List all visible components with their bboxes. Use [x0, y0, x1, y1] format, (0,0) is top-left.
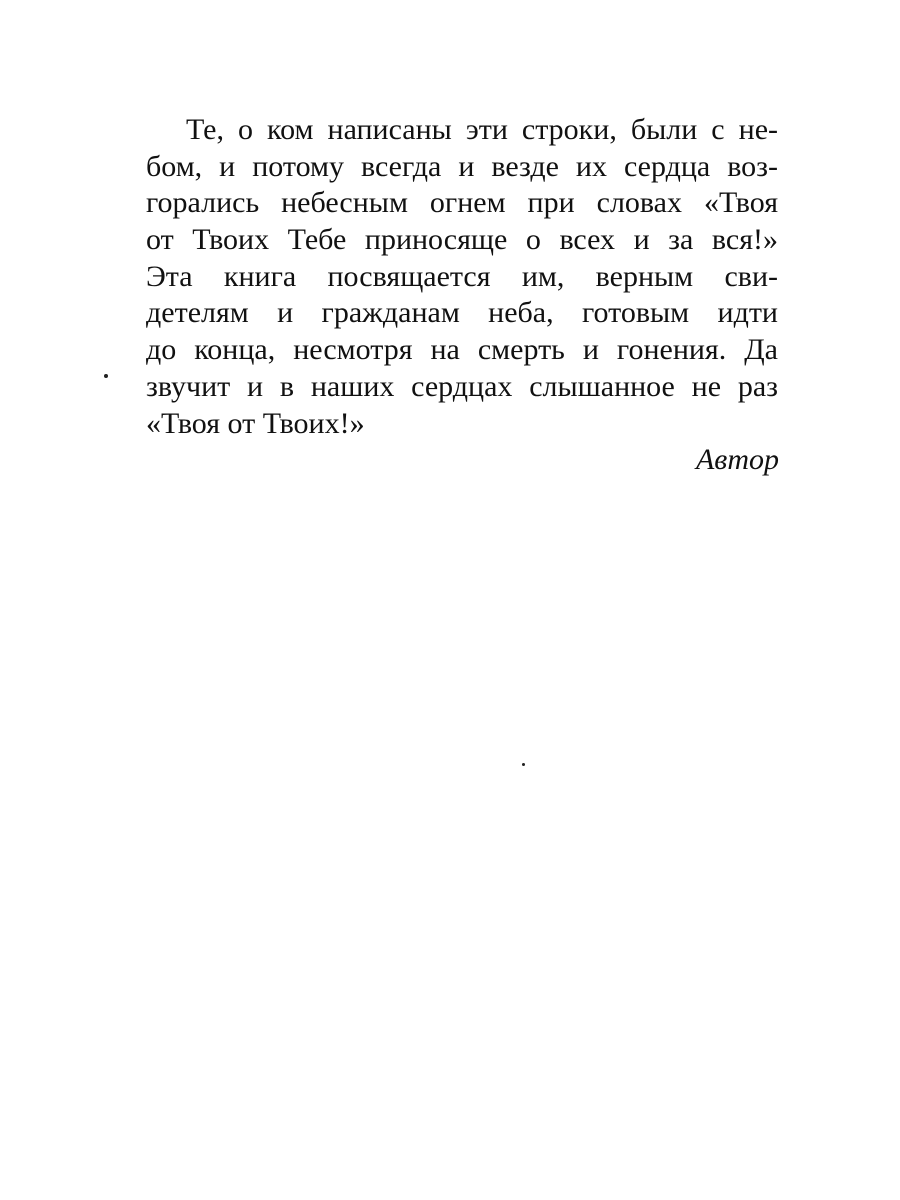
- scan-speck: [522, 763, 525, 766]
- paragraph-line-4: от Твоих Тебе приносяще о всех и за вся!»: [146, 223, 778, 257]
- paragraph-line-8: звучит и в наших сердцах слышанное не раз: [146, 369, 778, 403]
- author-signature: Автор: [695, 443, 779, 476]
- paragraph-line-1: Те, о ком написаны эти строки, были с не-: [186, 113, 778, 146]
- paragraph-line-7: до конца, несмотря на смерть и гонения. Да: [146, 333, 778, 367]
- paragraph-line-3: горались небесным огнем при словах «Твоя: [146, 186, 778, 220]
- paragraph-line-6: детелям и гражданам неба, готовым идти: [146, 296, 778, 330]
- scan-speck: [104, 374, 108, 378]
- dedication-paragraph: [146, 112, 778, 442]
- paragraph-line-2: бом, и потому всегда и везде их сердца воз-: [146, 149, 778, 183]
- paragraph-line-9: «Твоя от Твоих!»: [146, 406, 365, 440]
- paragraph-line-5: Эта книга посвящается им, верным сви-: [146, 259, 778, 293]
